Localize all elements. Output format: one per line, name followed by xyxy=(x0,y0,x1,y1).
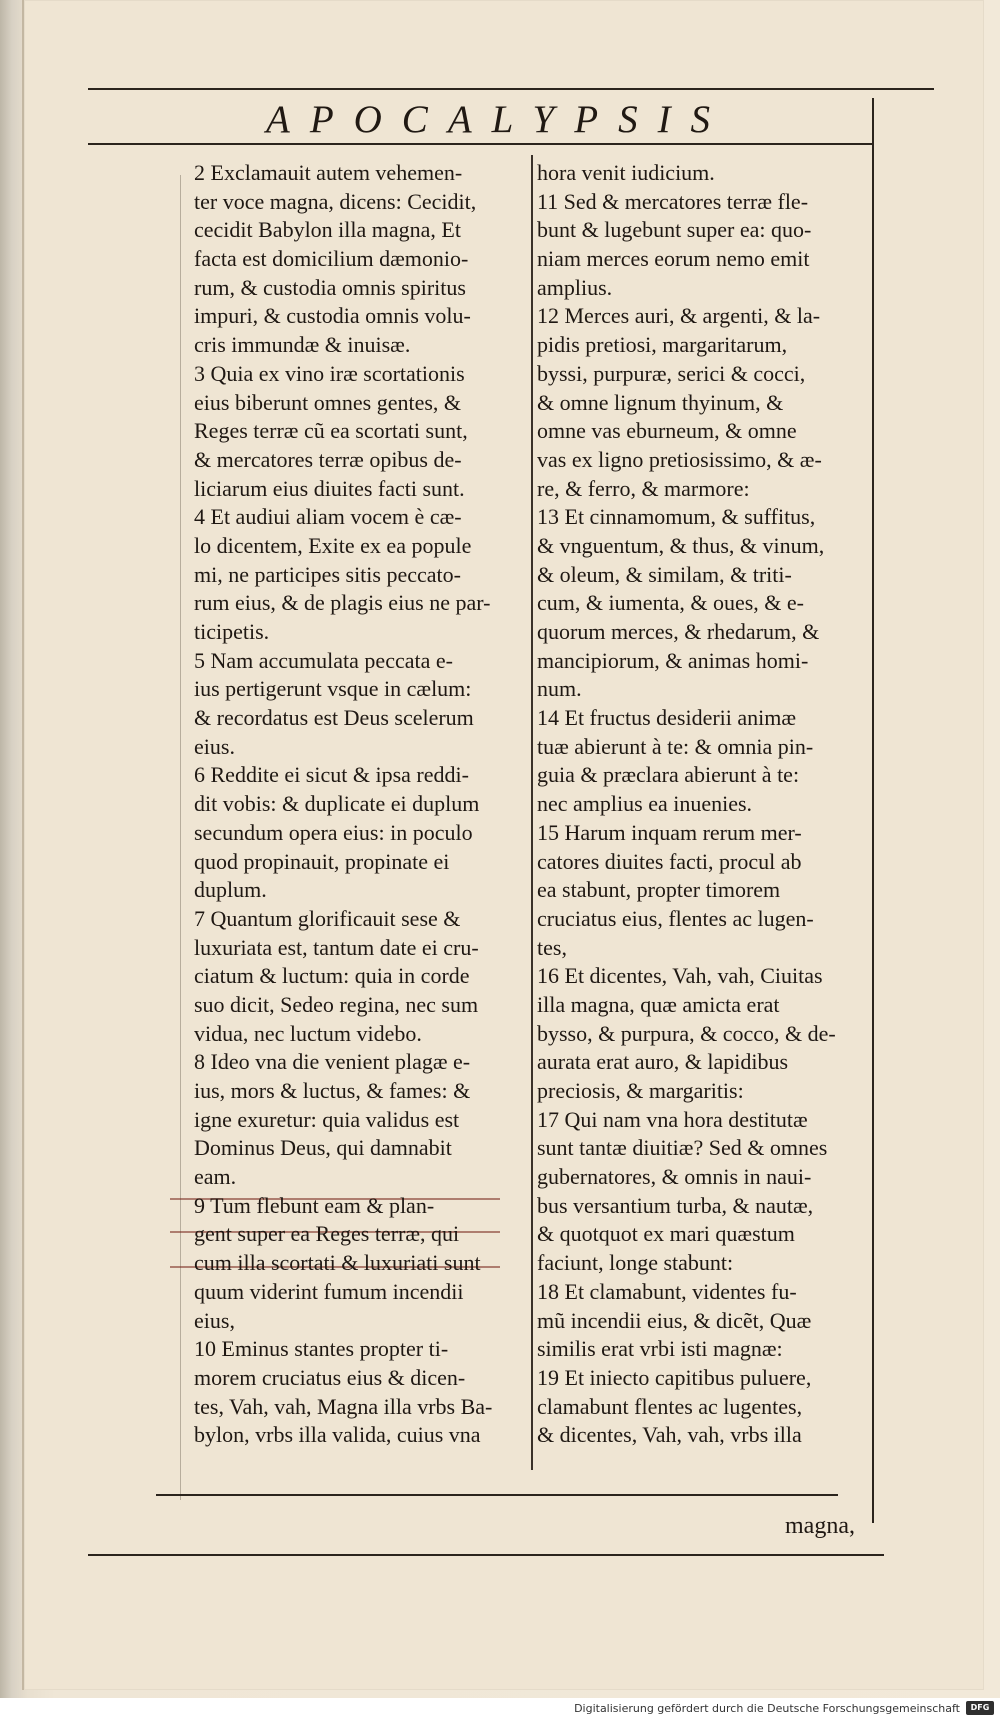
text-line: 9 Tum flebunt eam & plan- xyxy=(194,1192,435,1218)
text-line: vidua, nec luctum videbo. xyxy=(194,1020,422,1046)
text-line: byssi, purpuræ, serici & cocci, xyxy=(537,360,806,386)
text-line: ius pertigerunt vsque in cælum: xyxy=(194,676,472,702)
text-line: facta est domicilium dæmonio- xyxy=(194,246,469,272)
text-line: & dicentes, Vah, vah, vrbs illa xyxy=(537,1422,802,1448)
text-line: illa magna, quæ amicta erat xyxy=(537,991,780,1017)
text-line: quum viderint fumum incendii xyxy=(194,1278,464,1304)
text-line: lo dicentem, Exite ex ea popule xyxy=(194,532,472,558)
text-line: 16 Et dicentes, Vah, vah, Ciuitas xyxy=(537,963,823,989)
text-line: quod propinauit, propinate ei xyxy=(194,848,450,874)
text-line: 19 Et iniecto capitibus puluere, xyxy=(537,1364,812,1390)
text-line: tuæ abierunt à te: & omnia pin- xyxy=(537,733,814,759)
text-line: secundum opera eius: in poculo xyxy=(194,819,473,845)
text-line: ticipetis. xyxy=(194,619,270,644)
text-line: 7 Quantum glorificauit sese & xyxy=(194,905,461,931)
right-text-column xyxy=(537,159,863,1450)
text-line: cruciatus eius, flentes ac lugen- xyxy=(537,905,814,931)
text-line: & mercatores terræ opibus de- xyxy=(194,446,462,472)
text-line: similis erat vrbi isti magnæ: xyxy=(537,1336,783,1362)
text-line: tes, xyxy=(537,934,567,960)
text-line: & vnguentum, & thus, & vinum, xyxy=(537,532,825,558)
top-rule xyxy=(88,88,934,90)
text-line: 18 Et clamabunt, videntes fu- xyxy=(537,1278,797,1304)
text-line: 13 Et cinnamomum, & suffitus, xyxy=(537,504,816,530)
text-line: suo dicit, Sedeo regina, nec sum xyxy=(194,991,479,1017)
text-line: bunt & lugebunt super ea: quo- xyxy=(537,217,812,243)
text-line: bylon, vrbs illa valida, cuius vna xyxy=(194,1422,481,1448)
text-line: 8 Ideo vna die venient plagæ e- xyxy=(194,1049,471,1075)
text-line: dit vobis: & duplicate ei duplum xyxy=(194,791,480,817)
text-line: num. xyxy=(537,676,582,702)
text-line: ciatum & luctum: quia in corde xyxy=(194,963,470,989)
text-line: catores diuites facti, procul ab xyxy=(537,848,802,874)
text-line: igne exuretur: quia validus est xyxy=(194,1106,460,1132)
text-line: guia & præclara abierunt à te: xyxy=(537,762,800,788)
text-line: ea stabunt, propter timorem xyxy=(537,877,781,903)
text-line: cris immundæ & inuisæ. xyxy=(194,332,411,358)
text-line: Dominus Deus, qui damnabit xyxy=(194,1135,452,1161)
text-line: mũ incendii eius, & dicẽt, Quæ xyxy=(537,1307,812,1333)
text-line: nec amplius ea inuenies. xyxy=(537,791,753,817)
left-text-column xyxy=(194,159,511,1450)
text-line: 5 Nam accumulata peccata e- xyxy=(194,647,453,673)
text-line: 3 Quia ex vino iræ scortationis xyxy=(194,360,465,386)
text-line: & oleum, & similam, & triti- xyxy=(537,561,792,587)
text-line: eius, xyxy=(194,1307,235,1333)
right-rule xyxy=(872,98,874,1523)
text-line: preciosis, & margaritis: xyxy=(537,1078,744,1103)
text-line: mancipiorum, & animas homi- xyxy=(537,647,809,673)
text-line: eam. xyxy=(194,1164,237,1190)
text-line: rum eius, & de plagis eius ne par- xyxy=(194,590,491,616)
text-line: 2 Exclamauit autem vehemen- xyxy=(194,160,463,185)
footer-rule xyxy=(88,1554,884,1556)
text-line: pidis pretiosi, margaritarum, xyxy=(537,332,788,358)
text-line: cum, & iumenta, & oues, & e- xyxy=(537,590,804,616)
catchword: magna, xyxy=(785,1513,855,1539)
text-line: 15 Harum inquam rerum mer- xyxy=(537,819,802,845)
text-line: 14 Et fructus desiderii animæ xyxy=(537,705,797,731)
text-line: amplius. xyxy=(537,274,613,300)
text-line: clamabunt flentes ac lugentes, xyxy=(537,1393,803,1419)
text-line: hora venit iudicium. xyxy=(537,160,715,185)
column-divider xyxy=(531,155,533,1470)
text-line: 11 Sed & mercatores terræ fle- xyxy=(537,188,809,214)
text-line: cum illa scortati & luxuriati sunt xyxy=(194,1250,481,1276)
text-line: 10 Eminus stantes propter ti- xyxy=(194,1336,449,1362)
text-line: bysso, & purpura, & cocco, & de- xyxy=(537,1020,836,1046)
text-line: gent super ea Reges terræ, qui xyxy=(194,1221,460,1247)
text-line: 17 Qui nam vna hora destitutæ xyxy=(537,1106,808,1132)
text-line: duplum. xyxy=(194,877,267,903)
text-line: liciarum eius diuites facti sunt. xyxy=(194,475,465,501)
text-line: aurata erat auro, & lapidibus xyxy=(537,1049,789,1075)
text-line: ter voce magna, dicens: Cecidit, xyxy=(194,188,477,214)
left-margin-rule xyxy=(180,175,181,1500)
digitization-credit: Digitalisierung gefördert durch die Deutsche Forschungsgemeinschaft xyxy=(574,1702,960,1715)
header-rule xyxy=(88,143,873,145)
text-line: mi, ne participes sitis peccato- xyxy=(194,561,461,587)
text-line: & quotquot ex mari quæstum xyxy=(537,1221,795,1247)
text-line: eius biberunt omnes gentes, & xyxy=(194,389,462,415)
text-line: faciunt, longe stabunt: xyxy=(537,1250,734,1276)
text-line: quorum merces, & rhedarum, & xyxy=(537,619,820,644)
text-line: omne vas eburneum, & omne xyxy=(537,418,797,444)
text-line: cecidit Babylon illa magna, Et xyxy=(194,217,461,243)
text-line: & omne lignum thyinum, & xyxy=(537,389,784,415)
text-line: impuri, & custodia omnis volu- xyxy=(194,303,471,329)
text-line: re, & ferro, & marmore: xyxy=(537,475,750,501)
text-line: rum, & custodia omnis spiritus xyxy=(194,274,466,300)
text-line: niam merces eorum nemo emit xyxy=(537,246,810,272)
running-header: APOCALYPSIS xyxy=(266,98,731,141)
text-line: 6 Reddite ei sicut & ipsa reddi- xyxy=(194,762,469,788)
text-line: 12 Merces auri, & argenti, & la- xyxy=(537,303,821,329)
text-line: sunt tantæ diuitiæ? Sed & omnes xyxy=(537,1135,828,1161)
text-line: 4 Et audiui aliam vocem è cæ- xyxy=(194,504,462,530)
text-line: morem cruciatus eius & dicen- xyxy=(194,1364,466,1390)
text-line: vas ex ligno pretiosissimo, & æ- xyxy=(537,446,822,472)
text-line: Reges terræ cũ ea scortati sunt, xyxy=(194,418,468,444)
text-line: & recordatus est Deus scelerum xyxy=(194,705,474,731)
dfg-logo: DFG xyxy=(966,1701,994,1715)
text-line: eius. xyxy=(194,733,235,759)
text-line: gubernatores, & omnis in naui- xyxy=(537,1164,812,1190)
text-line: ius, mors & luctus, & fames: & xyxy=(194,1078,471,1103)
text-line: bus versantium turba, & nautæ, xyxy=(537,1192,814,1218)
text-line: luxuriata est, tantum date ei cru- xyxy=(194,934,479,960)
text-line: tes, Vah, vah, Magna illa vrbs Ba- xyxy=(194,1393,493,1419)
bottom-rule xyxy=(156,1494,838,1496)
